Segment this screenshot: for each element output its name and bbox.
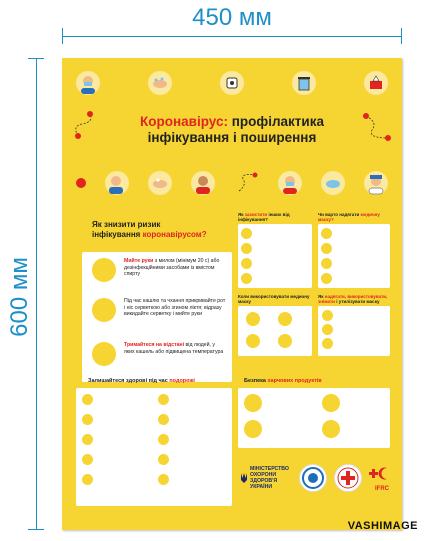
width-label: 450 мм — [192, 4, 272, 31]
protect-row-3 — [241, 258, 256, 269]
ministry-logo — [240, 466, 292, 490]
second-icon-row — [76, 170, 388, 196]
protect-row-4-icon — [241, 273, 252, 284]
step3-text: від людей, у яких кашель або підвищена температура — [124, 342, 224, 355]
risk-heading-plain: інфікування — [92, 230, 141, 239]
handling-row-1 — [322, 310, 337, 321]
protect-row-2-icon — [241, 243, 252, 254]
step1-text: з милом (мінімум 20 с) або дезінфекційними засобами із вмістом спирту — [124, 258, 220, 278]
wear-mask-heading-red: медичну маску? — [318, 212, 380, 223]
ministry-line2: ОХОРОНИ — [250, 472, 277, 478]
travel-row-10 — [158, 474, 173, 485]
width-tick-left — [62, 28, 63, 44]
protect-others-heading — [238, 212, 312, 223]
watermark: VASHIMAGE — [347, 520, 418, 532]
ministry-name — [250, 466, 292, 490]
wear-row-1-icon — [321, 228, 332, 239]
wear-row-3 — [321, 258, 336, 269]
no-entry-icon — [76, 178, 86, 188]
top-icon-row — [76, 70, 388, 96]
when-row-1-icon — [246, 312, 260, 326]
ifrc-logo — [369, 465, 395, 492]
food-heading — [244, 378, 322, 384]
route-icon — [235, 171, 259, 195]
travel-row-9-icon — [158, 454, 169, 465]
when-row-4-icon — [278, 334, 292, 348]
travel-heading-plain: Залишайтеся здорові під час — [88, 378, 168, 384]
height-dimension-line — [36, 58, 37, 530]
travel-row-5-icon — [82, 474, 93, 485]
height-label: 600 мм — [6, 257, 33, 337]
sneezing-person-icon — [105, 171, 129, 195]
travel-row-3 — [82, 434, 97, 445]
step3-highlight: Тримайтеся на відстані — [124, 342, 185, 348]
handling-heading-red: надягати, використовувати, знімати — [318, 294, 388, 305]
handling-row-3-icon — [322, 338, 333, 349]
food-row-1-icon — [244, 394, 262, 412]
wear-row-2-icon — [321, 243, 332, 254]
logos-strip — [240, 452, 395, 504]
gloved-hands-icon — [321, 171, 345, 195]
protect-others-box — [238, 224, 312, 288]
wear-row-4-icon — [321, 273, 332, 284]
wear-row-1 — [321, 228, 336, 239]
food-row-4-icon — [322, 420, 340, 438]
wear-mask-heading-plain: Чи варто надягати — [318, 212, 360, 217]
handling-row-3 — [322, 338, 337, 349]
handling-heading-plain: Як — [318, 294, 324, 299]
when-row-2-icon — [278, 312, 292, 326]
width-dimension — [62, 0, 402, 40]
mask-handling-box — [318, 306, 390, 356]
protect-row-4 — [241, 273, 256, 284]
food-heading-red: харчових продуктів — [267, 378, 322, 384]
cover-cough-icon — [92, 298, 116, 322]
ifrc-text: IFRC — [375, 485, 389, 492]
title-highlight: Коронавірус: — [140, 114, 228, 129]
step-wash-hands — [92, 258, 226, 282]
travel-row-4 — [82, 454, 97, 465]
handling-heading-rest: і утилізувати маску — [336, 299, 380, 305]
wear-row-3-icon — [321, 258, 332, 269]
height-dimension — [0, 58, 44, 530]
when-row-3-icon — [246, 334, 260, 348]
travel-row-2 — [82, 414, 97, 425]
handling-row-1-icon — [322, 310, 333, 321]
risk-steps-box — [82, 252, 232, 382]
step-keep-distance — [92, 342, 226, 366]
width-tick-right — [401, 28, 402, 44]
when-use-mask-box — [238, 306, 312, 356]
protect-heading-plain: Як — [238, 212, 244, 217]
mask-section — [238, 212, 390, 384]
food-row-4 — [322, 420, 344, 438]
route-pin-right-icon — [358, 106, 398, 146]
risk-heading-line1: Як знизити ризик — [92, 220, 161, 229]
travel-row-7-icon — [158, 414, 169, 425]
masked-woman-icon — [278, 171, 302, 195]
when-use-mask-heading: Коли використовувати медичну маску — [238, 294, 310, 305]
wear-row-2 — [321, 243, 336, 254]
travel-heading — [88, 378, 195, 384]
red-cross-icon — [334, 464, 362, 492]
step2-text: Під час кашлю та чхання прикривайте рот і ніс серветкою або згином ліктя; відразу викидайте серветку і мийте руки — [124, 298, 226, 318]
when-row-4 — [278, 334, 296, 348]
travel-row-3-icon — [82, 434, 93, 445]
risk-heading-red: коронавірусом? — [142, 230, 207, 239]
travel-row-8 — [158, 434, 173, 445]
keep-distance-icon — [92, 342, 116, 366]
food-row-2-icon — [322, 394, 340, 412]
trash-bin-icon — [292, 71, 316, 95]
when-row-2 — [278, 312, 296, 326]
food-row-3-icon — [244, 420, 262, 438]
travel-row-5 — [82, 474, 97, 485]
poster — [62, 58, 402, 530]
protect-row-1-icon — [241, 228, 252, 239]
handwash-soap-icon — [148, 171, 172, 195]
height-tick-top — [28, 58, 44, 59]
protect-row-2 — [241, 243, 256, 254]
travel-row-1 — [82, 394, 97, 405]
travel-row-2-icon — [82, 414, 93, 425]
should-wear-mask-box — [318, 224, 390, 288]
handling-row-2-icon — [322, 324, 333, 335]
travel-row-10-icon — [158, 474, 169, 485]
food-row-1 — [244, 394, 266, 412]
risk-reduction-panel — [76, 212, 232, 384]
toilet-paper-icon — [220, 71, 244, 95]
title-line2: інфікування і поширення — [147, 130, 317, 145]
travel-heading-red: подорожі — [169, 378, 195, 384]
cross-crescent-icon — [369, 465, 395, 481]
travel-panel — [76, 388, 232, 506]
when-row-1 — [246, 312, 264, 326]
food-heading-plain: Безпека — [244, 378, 266, 384]
food-row-3 — [244, 420, 266, 438]
travel-row-8-icon — [158, 434, 169, 445]
travel-row-4-icon — [82, 454, 93, 465]
mask-person-icon — [76, 71, 100, 95]
poster-title — [102, 114, 362, 146]
should-wear-mask-heading — [318, 212, 390, 223]
handwash-icon — [148, 71, 172, 95]
travel-row-9 — [158, 454, 173, 465]
doctor-icon — [364, 171, 388, 195]
title-line1-rest: профілактика — [231, 114, 324, 129]
ministry-line1: МІНІСТЕРСТВО — [250, 466, 289, 472]
food-row-2 — [322, 394, 344, 412]
wear-row-4 — [321, 273, 336, 284]
cough-elbow-icon — [191, 171, 215, 195]
ministry-line3: ЗДОРОВ'Я — [250, 478, 278, 484]
protect-row-1 — [241, 228, 256, 239]
risk-heading — [92, 220, 207, 240]
mask-handling-heading — [318, 294, 390, 305]
emblem-seal-icon — [299, 464, 327, 492]
tissue-box-icon — [364, 71, 388, 95]
protect-row-3-icon — [241, 258, 252, 269]
travel-row-6-icon — [158, 394, 169, 405]
height-tick-bottom — [28, 529, 44, 530]
step-cover-cough — [92, 298, 226, 322]
when-row-3 — [246, 334, 264, 348]
travel-row-7 — [158, 414, 173, 425]
step1-highlight: Мийте руки — [124, 258, 154, 264]
food-panel — [238, 388, 390, 448]
travel-row-6 — [158, 394, 173, 405]
width-dimension-line — [62, 36, 402, 37]
wash-hands-icon — [92, 258, 116, 282]
protect-heading-red: захистити — [244, 212, 268, 217]
handling-row-2 — [322, 324, 337, 335]
travel-row-1-icon — [82, 394, 93, 405]
ministry-line4: УКРАЇНИ — [250, 484, 273, 490]
trident-icon — [240, 472, 248, 484]
protect-heading-rest: інших від інфікування? — [238, 212, 290, 223]
